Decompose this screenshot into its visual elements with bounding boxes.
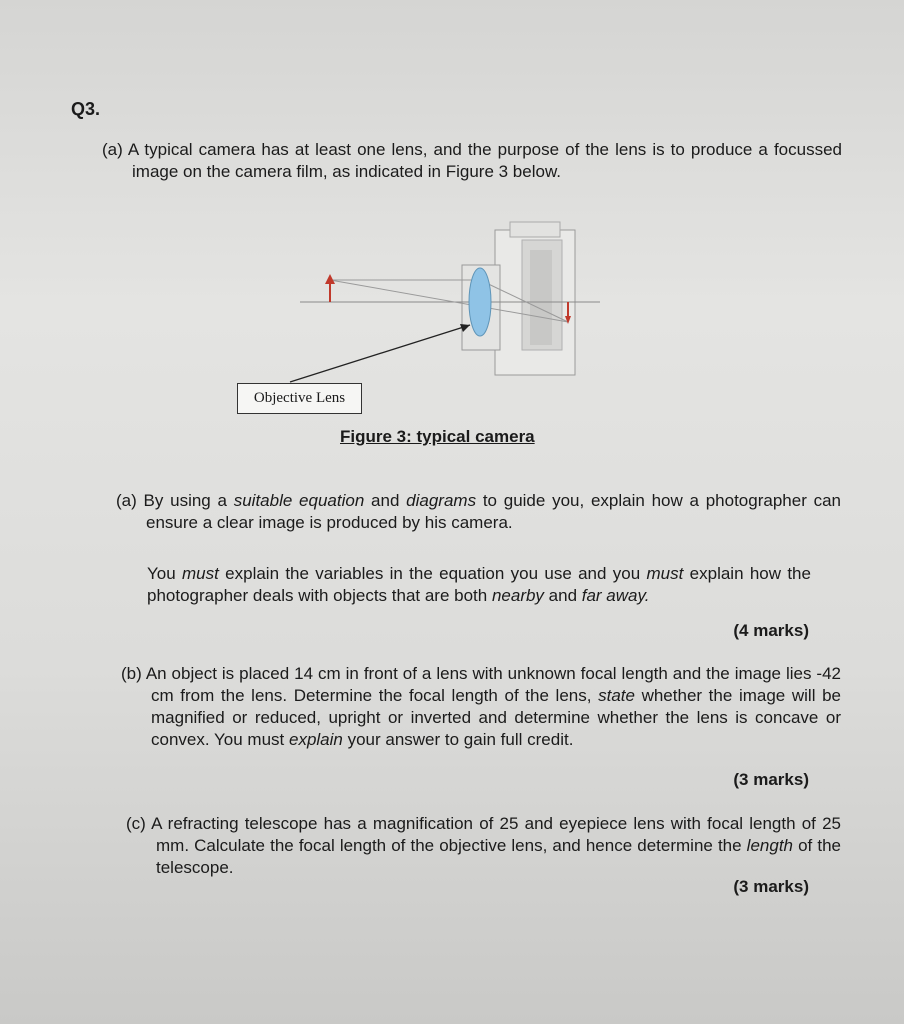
intro-paragraph: [102, 139, 842, 183]
part-a-note-text: explain the variables in the equation you use and you: [218, 564, 647, 583]
part-a-note-text: and: [543, 586, 582, 605]
part-a-text: By using a: [143, 491, 234, 510]
part-b-paragraph: [121, 663, 841, 751]
part-a-label: (a): [116, 491, 137, 510]
part-c-text: A refracting telescope has a magnification of 25 and eyepiece lens with focal length of 25 mm. Calculate the focal length of the objective lens, and hence determine the: [151, 814, 841, 855]
part-b-text: your answer to gain full credit.: [342, 730, 574, 749]
callout-line: [290, 325, 470, 382]
part-a-note-emphasis: far away.: [581, 586, 650, 605]
part-a-marks: (4 marks): [733, 621, 809, 640]
part-a-note-emphasis: must: [182, 564, 219, 583]
film-roll: [530, 250, 552, 345]
part-a-note: [147, 563, 811, 607]
part-b-marks: (3 marks): [733, 770, 809, 789]
figure-caption: Figure 3: typical camera: [340, 427, 535, 446]
part-a-paragraph: [116, 490, 841, 534]
intro-label: (a): [102, 140, 123, 159]
part-c-label: (c): [126, 814, 146, 833]
part-a-text: to guide you, explain how a photographer can ensure a clear image is produced by his camera.: [146, 491, 842, 532]
part-b-emphasis: state: [598, 686, 635, 705]
part-a-note-text: explain how the photographer deals with objects that are both: [147, 564, 811, 605]
part-a-emphasis: suitable equation: [233, 491, 365, 510]
objective-lens-label: Objective Lens: [237, 383, 362, 414]
part-a-text: and: [364, 491, 407, 510]
part-c-text: of the telescope.: [156, 836, 841, 877]
part-a-emphasis: diagrams: [406, 491, 477, 510]
part-c-paragraph: [126, 813, 841, 879]
object-arrowhead: [325, 274, 335, 284]
intro-text: A typical camera has at least one lens, and the purpose of the lens is to produce a focussed image on the camera film, as indicated in Figure 3 below.: [127, 140, 842, 181]
part-b-emphasis: explain: [288, 730, 343, 749]
camera-top: [510, 222, 560, 237]
part-b-label: (b): [121, 664, 142, 683]
question-number: Q3.: [71, 99, 101, 119]
part-c-marks: (3 marks): [733, 877, 809, 896]
part-b-text: An object is placed 14 cm in front of a lens with unknown focal length and the image lies -42 cm from the lens. Determine the focal length of the lens,: [145, 664, 841, 705]
part-c-emphasis: length: [746, 836, 793, 855]
part-a-note-emphasis: must: [646, 564, 684, 583]
part-b-text: whether the image will be magnified or reduced, upright or inverted and determine whether the lens is concave or convex. You must: [151, 686, 842, 749]
part-a-note-text: You: [147, 564, 182, 583]
objective-lens: [469, 268, 491, 336]
part-a-note-emphasis: nearby: [491, 586, 544, 605]
